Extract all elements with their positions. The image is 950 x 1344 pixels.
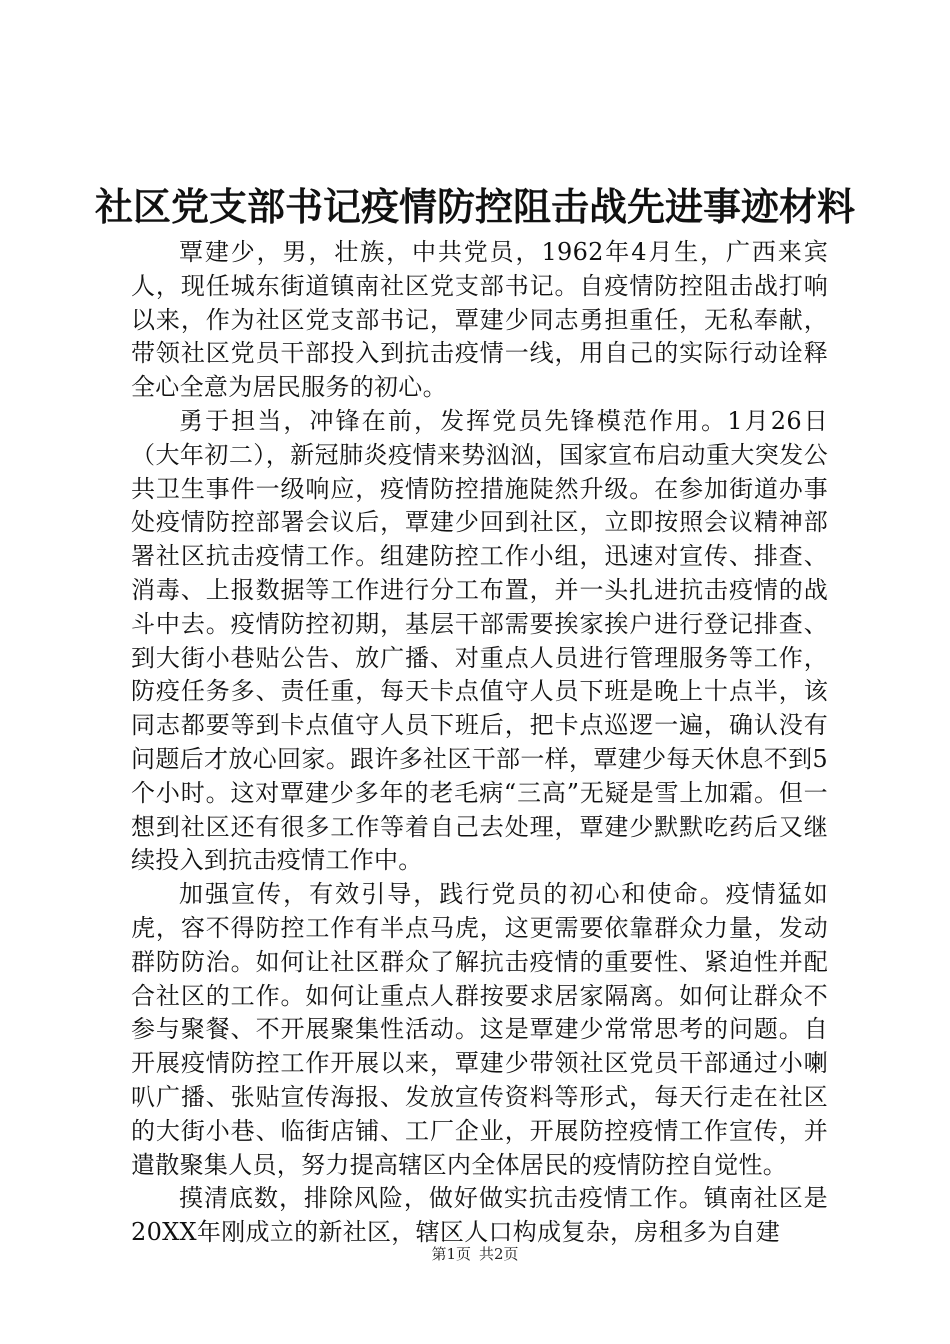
paragraph-2: 勇于担当，冲锋在前，发挥党员先锋模范作用。1月26日（大年初二），新冠肺炎疫情来势汹汹，国家宣布启动重大突发公共卫生事件一级响应，疫情防控措施陡然升级。在参加街道办事处疫情防控部署会议后，覃建少回到社区，立即按照会议精神部署社区抗击疫情工作。组建防控工作小组，迅速对宣传、排查、消毒、上报数据等工作进行分工布置，并一头扎进抗击疫情的战斗中去。疫情防控初期，基层干部需要挨家挨户进行登记排查、到大街小巷贴公告、放广播、对重点人员进行管理服务等工作，防疫任务多、责任重，每天卡点值守人员下班是晚上十点半，该同志都要等到卡点值守人员下班后，把卡点巡逻一遍，确认没有问题后才放心回家。跟许多社区干部一样，覃建少每天休息不到5个小时。这对覃建少多年的老毛病“三高”无疑是雪上加霜。但一想到社区还有很多工作等着自己去处理，覃建少默默吃药后又继续投入到抗击疫情工作中。: [131, 406, 828, 875]
page-total: 共2页: [479, 1245, 519, 1263]
page-number: 第1页: [431, 1245, 471, 1263]
document-body: [131, 236, 828, 1250]
paragraph-3: 加强宣传，有效引导，践行党员的初心和使命。疫情猛如虎，容不得防控工作有半点马虎，这更需要依靠群众力量，发动群防防治。如何让社区群众了解抗击疫情的重要性、紧迫性并配合社区的工作。如何让重点人群按要求居家隔离。如何让群众不参与聚餐、不开展聚集性活动。这是覃建少常常思考的问题。自开展疫情防控工作开展以来，覃建少带领社区党员干部通过小喇叭广播、张贴宣传海报、发放宣传资料等形式，每天行走在社区的大街小巷、临街店铺、工厂企业，开展防控疫情工作宣传，并遣散聚集人员，努力提高辖区内全体居民的疫情防控自觉性。: [131, 880, 828, 1179]
paragraph-1: 覃建少，男，壮族，中共党员，1962年4月生，广西来宾人，现任城东街道镇南社区党支部书记。自疫情防控阻击战打响以来，作为社区党支部书记，覃建少同志勇担重任，无私奉献，带领社区党员干部投入到抗击疫情一线，用自己的实际行动诠释全心全意为居民服务的初心。: [131, 238, 828, 402]
document-title: 社区党支部书记疫情防控阻击战先进事迹材料: [94, 184, 855, 229]
paragraph-4: 摸清底数，排除风险，做好做实抗击疫情工作。镇南社区是20XX年刚成立的新社区，辖区人口构成复杂，房租多为自建: [131, 1184, 828, 1247]
page-footer: [0, 1244, 950, 1264]
